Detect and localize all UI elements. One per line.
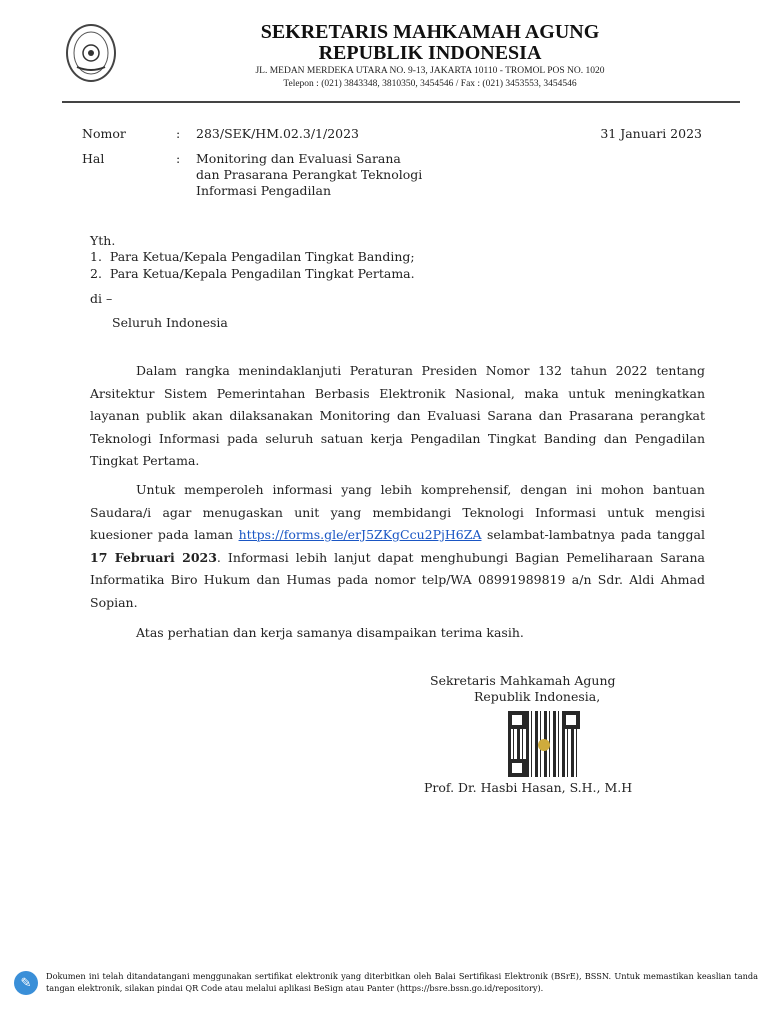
letterhead-subtitle: REPUBLIK INDONESIA [318, 42, 542, 64]
hal-line: dan Prasarana Perangkat Teknologi [196, 167, 423, 182]
signature-title: Sekretaris Mahkamah Agung [430, 673, 616, 688]
letterhead-phone: Telepon : (021) 3843348, 3810350, 3454546 / Fax : (021) 3453553, 3454546 [283, 79, 577, 89]
letterhead-address: JL. MEDAN MERDEKA UTARA NO. 9-13, JAKARTA 10110 - TROMOL POS NO. 1020 [255, 66, 605, 76]
signatory-name: Prof. Dr. Hasbi Hasan, S.H., M.H [424, 780, 633, 795]
hal-line: Monitoring dan Evaluasi Sarana [196, 151, 401, 166]
recipient-item: 1. Para Ketua/Kepala Pengadilan Tingkat Banding; [90, 249, 415, 264]
p2-text: Untuk memperoleh informasi yang lebih komprehensif, dengan ini mohon bantuan Saudara/i agar menugaskan unit yang membidangi Teknologi Informasi untuk mengisi kuesioner pada laman [90, 482, 705, 542]
hal-line: Informasi Pengadilan [196, 183, 332, 198]
nomor-colon: : [176, 126, 181, 141]
hal-subject [196, 151, 422, 199]
p2-text: . Informasi lebih lanjut dapat menghubungi Bagian Pemeliharaan Sarana Informatika Biro Hukum dan Humas pada nomor telp/WA 08991989819 a/n Sdr. Aldi Ahmad Sopian. [90, 549, 705, 610]
recipient-place: Seluruh Indonesia [112, 315, 228, 330]
form-link[interactable]: https://forms.gle/erJ5ZKgCcu2PjH6ZA [238, 527, 482, 542]
signature-title-2: Republik Indonesia, [474, 689, 601, 704]
di-label: di – [90, 291, 113, 306]
yth: Yth. [90, 233, 116, 248]
paragraph-1: Dalam rangka menindaklanjuti Peraturan Presiden Nomor 132 tahun 2022 tentang Arsitektur Sistem Pemerintahan Berbasis Elektronik Nasional, maka untuk meningkatkan layanan publik akan dilaksanakan Monitoring dan Evaluasi Sarana dan Prasarana perangkat Teknologi Informasi pada seluruh satuan kerja Pengadilan Tingkat Banding dan Pengadilan Tingkat Pertama. [90, 363, 705, 468]
paragraph-3: Atas perhatian dan kerja samanya disampaikan terima kasih. [136, 625, 524, 640]
letter-date: 31 Januari 2023 [600, 126, 702, 141]
nomor-value: 283/SEK/HM.02.3/1/2023 [196, 126, 360, 141]
bsre-icon: ✎ [14, 971, 38, 995]
hal-colon: : [176, 151, 181, 166]
nomor-label: Nomor [82, 126, 126, 141]
deadline-date: 17 Februari 2023 [90, 549, 217, 565]
recipient-item: 2. Para Ketua/Kepala Pengadilan Tingkat Pertama. [90, 266, 415, 281]
qr-code [508, 711, 580, 777]
hal-label: Hal [82, 151, 105, 166]
p2-text: selambat-lambatnya pada tanggal [481, 527, 705, 542]
court-logo [66, 24, 116, 82]
esign-footer-note: Dokumen ini telah ditandatangani menggunakan sertifikat elektronik yang diterbitkan oleh Balai Sertifikasi Elektronik (BSrE), BSSN. Untuk memastikan keaslian tanda tangan elektronik, silakan pindai QR Code atau melalui aplikasi BeSign atau Panter (https://bsre.bssn.go.id/repository). [46, 971, 758, 993]
header-divider [62, 101, 740, 103]
paragraph-2 [90, 479, 705, 614]
letterhead-title: SEKRETARIS MAHKAMAH AGUNG [260, 21, 600, 43]
